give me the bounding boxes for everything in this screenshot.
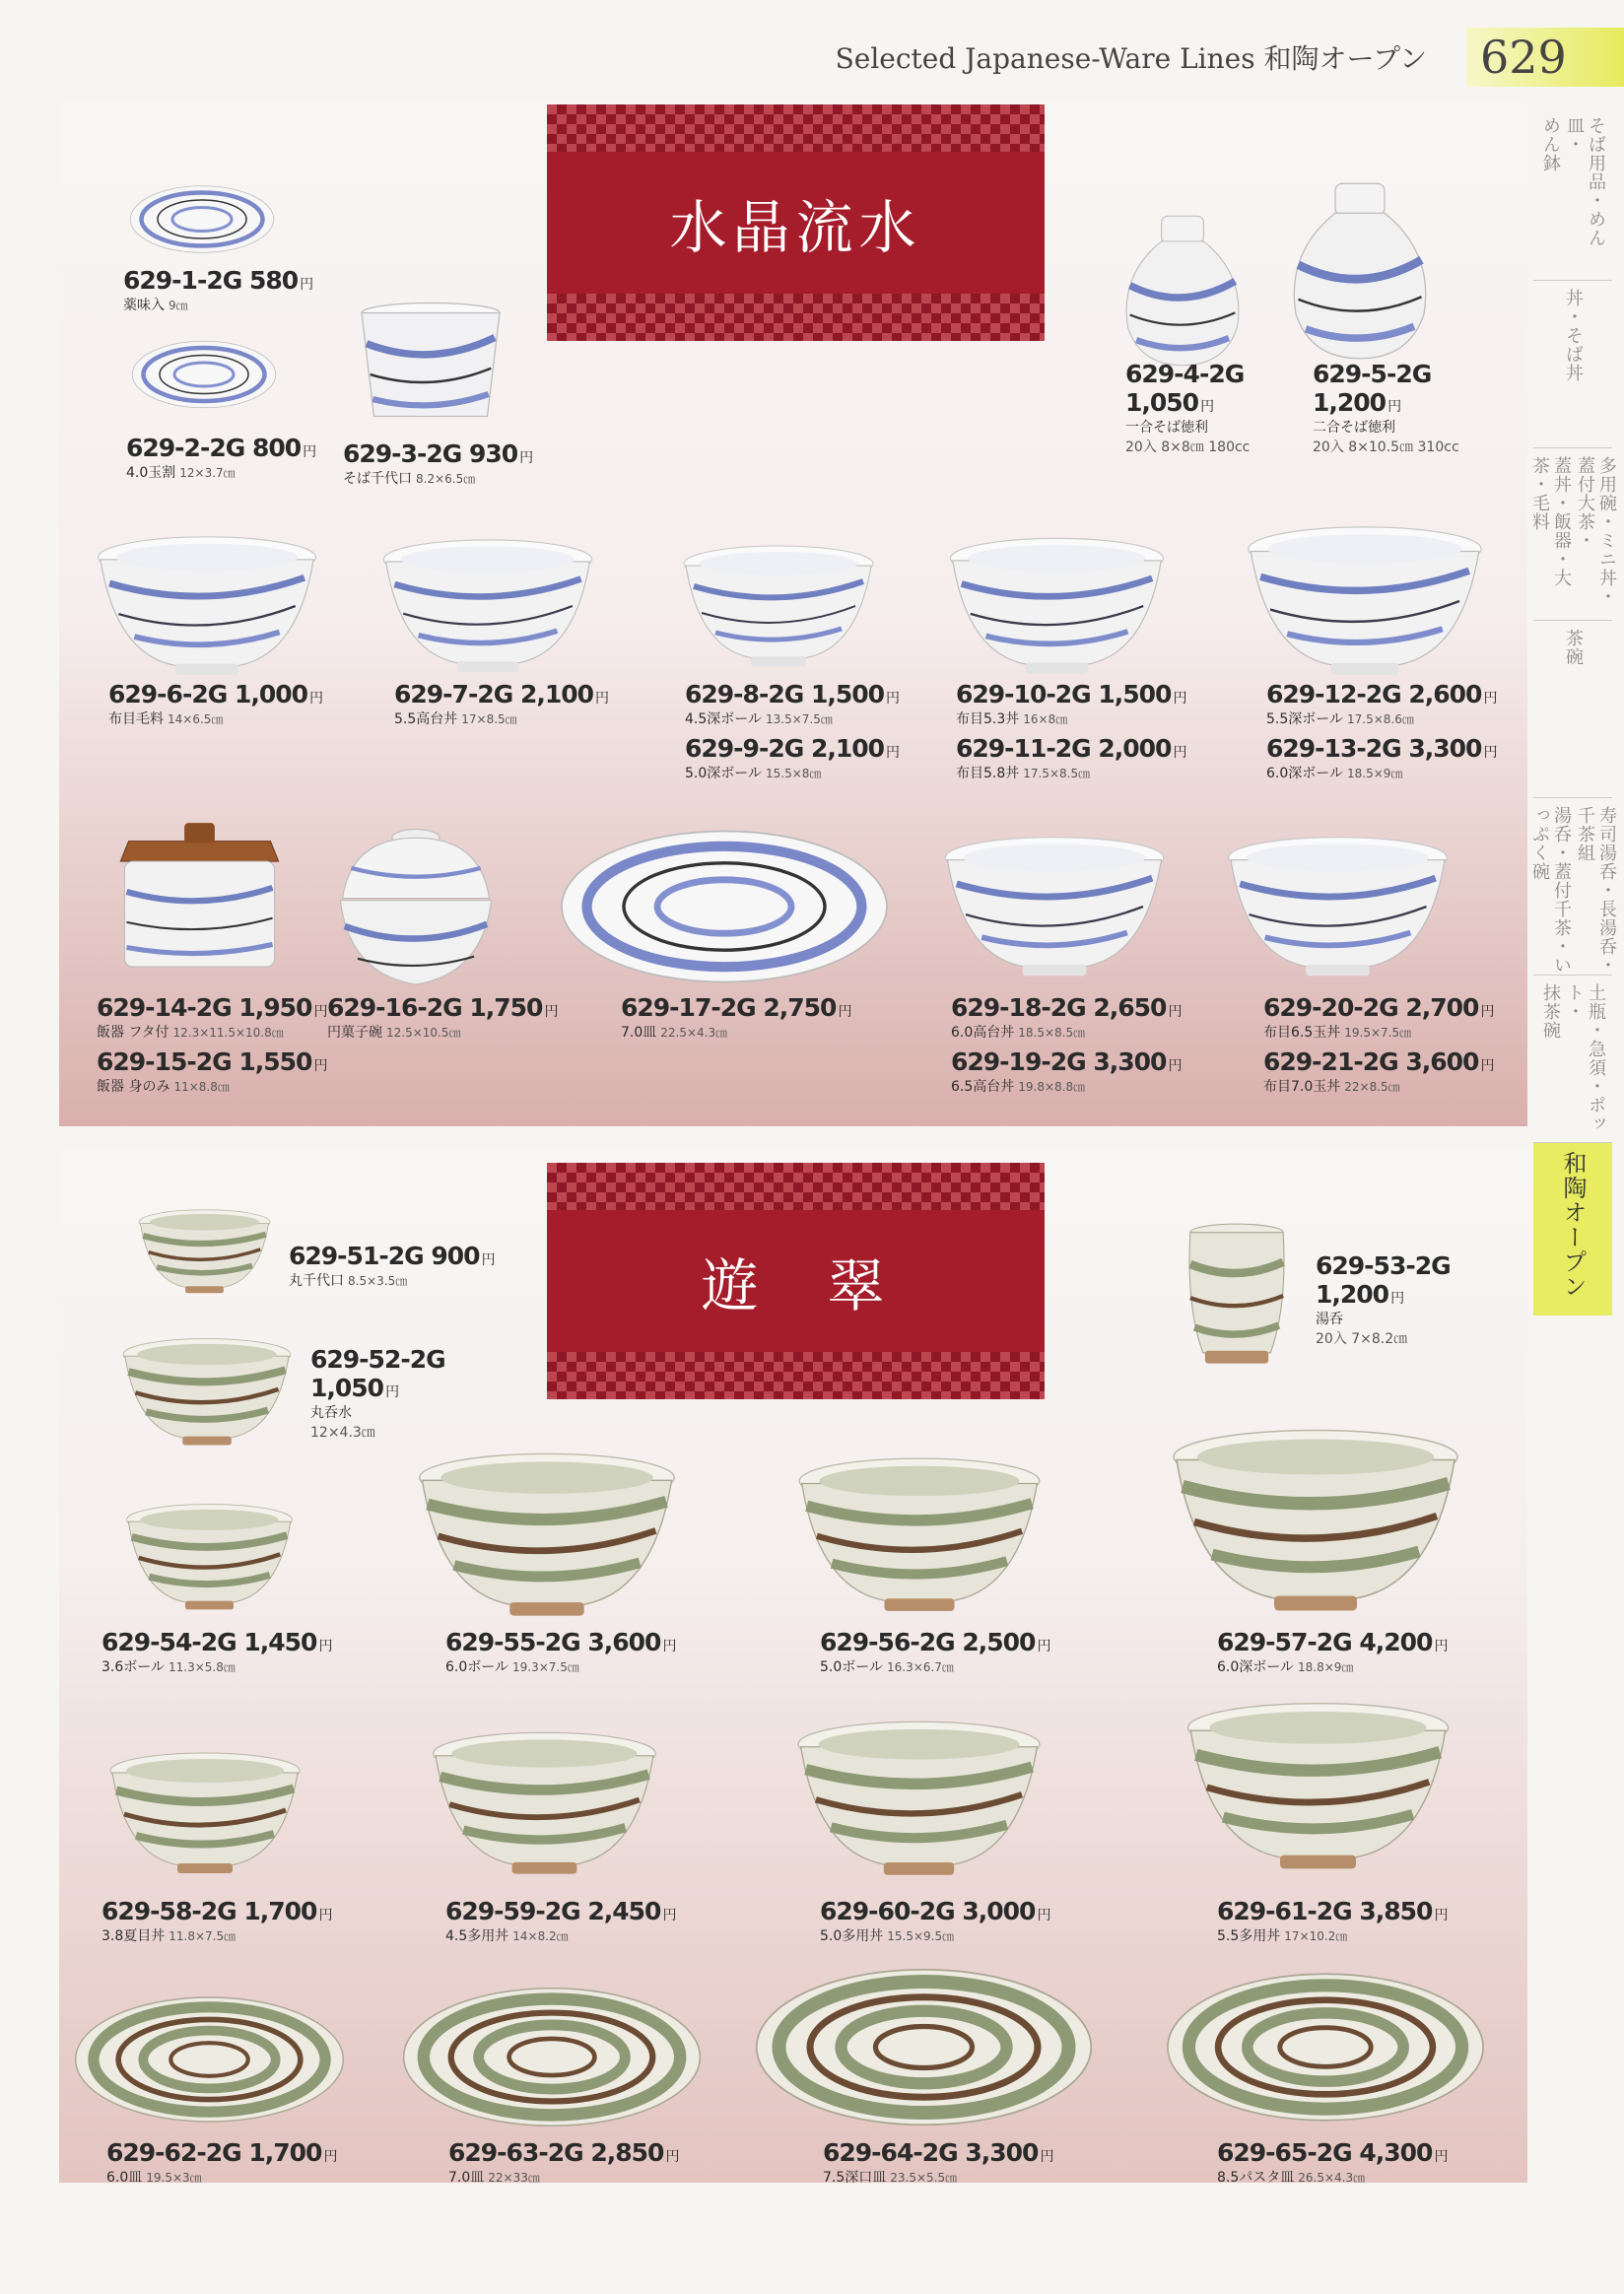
product-desc: 布目6.5玉丼 — [1263, 1025, 1341, 1041]
product-desc: 丸千代口 — [289, 1273, 344, 1289]
side-tab-wato-open[interactable] — [1533, 1143, 1612, 1316]
product-price: 3,300 — [1093, 1047, 1167, 1076]
product-size: 19.5×3㎝ — [146, 2171, 202, 2185]
product-price: 1,750 — [469, 993, 543, 1022]
product-price: 2,650 — [1093, 993, 1167, 1022]
product-image — [1183, 1680, 1454, 1892]
product-629-8[interactable] — [680, 532, 877, 680]
product-size: 22.5×4.3㎝ — [660, 1026, 728, 1040]
product-629-61[interactable] — [1183, 1680, 1454, 1892]
product-label — [289, 1242, 495, 1290]
product-image — [931, 833, 1178, 980]
product-629-7[interactable] — [379, 532, 596, 680]
product-price: 3,000 — [962, 1897, 1036, 1925]
product-629-18[interactable] — [931, 833, 1178, 980]
product-desc: そば千代口 — [343, 471, 412, 487]
product-image — [1242, 522, 1488, 680]
product-image — [404, 1449, 690, 1621]
product-label — [1316, 1251, 1451, 1348]
product-image — [133, 1207, 276, 1296]
product-code: 629-9-2G — [685, 734, 804, 763]
side-tab-donburi[interactable] — [1533, 281, 1612, 448]
product-size: 15.5×8㎝ — [766, 767, 822, 780]
yen-mark: 円 — [303, 444, 316, 460]
product-price: 1,050 — [1125, 388, 1199, 417]
product-spec: 20入 7×8.2㎝ — [1316, 1331, 1408, 1347]
product-629-60[interactable] — [793, 1700, 1045, 1897]
product-code: 629-19-2G — [951, 1047, 1086, 1076]
product-price: 3,300 — [965, 2138, 1039, 2167]
side-tab-dobin[interactable] — [1533, 976, 1612, 1143]
product-size: 12×3.7㎝ — [179, 466, 236, 480]
product-code: 629-52-2G — [310, 1345, 445, 1374]
yen-mark: 円 — [1434, 2149, 1448, 2165]
product-image — [793, 1700, 1045, 1897]
yen-mark: 円 — [1434, 1639, 1448, 1654]
product-image — [317, 823, 514, 995]
side-tab-label: そば用品・めん皿・ — [1564, 116, 1606, 247]
yen-mark: 円 — [519, 450, 533, 466]
product-code: 629-15-2G — [97, 1047, 232, 1076]
product-code: 629-11-2G — [956, 734, 1091, 763]
product-image — [106, 1734, 304, 1892]
yen-mark: 円 — [595, 691, 609, 707]
product-label — [108, 680, 322, 728]
product-629-65[interactable] — [1128, 1966, 1522, 2128]
product-image — [357, 301, 505, 424]
product-price: 2,100 — [519, 680, 594, 708]
yen-mark: 円 — [323, 2149, 337, 2165]
product-desc: 湯呑 — [1316, 1312, 1343, 1327]
product-price: 1,200 — [1316, 1280, 1389, 1309]
product-code: 629-61-2G — [1217, 1897, 1352, 1925]
product-code: 629-14-2G — [97, 993, 232, 1022]
product-price: 2,600 — [1408, 680, 1482, 708]
page-title: Selected Japanese-Ware Lines 和陶オープン — [835, 42, 1427, 75]
product-size: 17.5×8.5㎝ — [1023, 767, 1091, 780]
product-size: 13.5×7.5㎝ — [766, 712, 833, 726]
product-629-10[interactable] — [946, 532, 1168, 680]
side-tab-label: 和陶オープン — [1559, 1151, 1587, 1299]
product-size: 14×8.2㎝ — [512, 1929, 569, 1943]
product-price: 3,850 — [1359, 1897, 1433, 1925]
product-code: 629-4-2G — [1125, 360, 1245, 388]
product-price: 1,050 — [310, 1374, 384, 1402]
product-size: 26.5×4.3㎝ — [1298, 2171, 1366, 2185]
product-629-55[interactable] — [404, 1449, 690, 1621]
product-label — [310, 1345, 445, 1442]
product-629-5[interactable] — [1286, 172, 1434, 370]
product-code: 629-7-2G — [394, 680, 513, 708]
product-629-6[interactable] — [94, 532, 320, 680]
product-price: 2,700 — [1405, 993, 1479, 1022]
product-price: 1,500 — [1098, 680, 1172, 708]
product-code: 629-6-2G — [108, 680, 228, 708]
yen-mark: 円 — [662, 1908, 676, 1923]
product-629-2[interactable] — [130, 335, 278, 414]
product-price: 800 — [251, 434, 302, 462]
product-desc: 一合そば徳利 — [1125, 420, 1208, 436]
product-image — [1286, 172, 1434, 370]
product-size: 19.5×7.5㎝ — [1344, 1026, 1412, 1040]
product-size: 19.3×7.5㎝ — [512, 1660, 579, 1674]
product-price: 2,450 — [587, 1897, 661, 1925]
product-desc: 円菓子碗 — [327, 1025, 382, 1041]
product-image — [1168, 1422, 1463, 1619]
yen-mark: 円 — [309, 691, 323, 707]
product-desc: 飯器 身のみ — [97, 1079, 170, 1095]
product-code: 629-10-2G — [956, 680, 1091, 708]
product-label — [126, 434, 315, 482]
yen-mark: 円 — [838, 1004, 851, 1020]
product-629-4[interactable] — [1118, 212, 1247, 370]
yen-mark: 円 — [1480, 1004, 1494, 1020]
product-image — [946, 532, 1168, 680]
yen-mark: 円 — [1168, 1058, 1182, 1074]
side-tab-tayowan[interactable] — [1529, 448, 1617, 621]
product-spec: 20入 8×10.5㎝ 310cc — [1313, 439, 1459, 455]
product-629-64[interactable] — [739, 1961, 1109, 2133]
product-desc: 布目7.0玉丼 — [1263, 1079, 1341, 1095]
product-label — [97, 993, 326, 1096]
product-desc: 5.5高台丼 — [394, 711, 458, 727]
product-desc: 6.0深ボール — [1217, 1659, 1294, 1675]
product-code: 629-51-2G — [289, 1242, 424, 1270]
product-price: 1,500 — [810, 680, 885, 708]
side-tab-label: 多用碗・ミニ丼・蓋付大茶・ — [1575, 456, 1617, 606]
product-image — [123, 1493, 296, 1621]
product-size: 17×10.2㎝ — [1284, 1929, 1348, 1943]
product-size: 18.8×9㎝ — [1298, 1660, 1354, 1674]
product-629-51[interactable] — [133, 1207, 276, 1296]
product-image — [739, 1961, 1109, 2133]
side-tab-yunomi[interactable] — [1529, 798, 1617, 976]
product-desc: 5.5多用丼 — [1217, 1928, 1281, 1944]
product-desc: 5.0深ボール — [685, 766, 762, 781]
yen-mark: 円 — [1390, 1291, 1404, 1307]
product-code: 629-2-2G — [126, 434, 245, 462]
product-label — [123, 266, 312, 314]
yen-mark: 円 — [1387, 399, 1401, 415]
product-desc: 5.0多用丼 — [820, 1928, 884, 1944]
product-desc: 6.0高台丼 — [951, 1025, 1015, 1041]
product-code: 629-12-2G — [1266, 680, 1401, 708]
product-desc: 4.5深ボール — [685, 711, 762, 727]
product-size: 23.5×5.5㎝ — [890, 2171, 958, 2185]
product-desc: 布目5.8丼 — [956, 766, 1020, 781]
product-629-56[interactable] — [786, 1453, 1052, 1616]
product-code: 629-63-2G — [448, 2138, 583, 2167]
yen-mark: 円 — [313, 1058, 327, 1074]
product-price: 1,450 — [243, 1628, 317, 1656]
product-code: 629-16-2G — [327, 993, 462, 1022]
product-desc: 7.5深口皿 — [823, 2170, 887, 2186]
yen-mark: 円 — [385, 1384, 399, 1400]
yen-mark: 円 — [300, 277, 313, 293]
product-code: 629-62-2G — [106, 2138, 241, 2167]
yen-mark: 円 — [1200, 399, 1214, 415]
section-title: 水晶流水 — [669, 194, 922, 261]
product-code: 629-56-2G — [820, 1628, 955, 1656]
side-tab-label: 抹茶碗 — [1540, 983, 1561, 1040]
product-629-12[interactable] — [1242, 522, 1488, 680]
product-code: 629-17-2G — [621, 993, 756, 1022]
yen-mark: 円 — [886, 691, 900, 707]
product-size: 22×33㎝ — [488, 2171, 540, 2185]
product-code: 629-59-2G — [445, 1897, 580, 1925]
product-code: 629-21-2G — [1263, 1047, 1398, 1076]
product-size: 17×8.5㎝ — [461, 712, 517, 726]
product-629-16[interactable] — [317, 823, 514, 995]
product-size: 12.3×11.5×10.8㎝ — [172, 1026, 284, 1040]
product-size: 11×8.8㎝ — [173, 1080, 230, 1094]
yen-mark: 円 — [544, 1004, 558, 1020]
product-629-14[interactable] — [108, 808, 291, 976]
product-desc: 丸呑水 — [310, 1405, 352, 1421]
product-desc: 6.0ボール — [445, 1659, 508, 1675]
product-629-3[interactable] — [357, 301, 505, 424]
yen-mark: 円 — [886, 745, 900, 761]
product-price: 2,000 — [1098, 734, 1172, 763]
product-label — [685, 680, 899, 782]
product-desc: 7.0皿 — [448, 2170, 485, 2186]
side-tab-label: めん鉢 — [1540, 116, 1561, 172]
yen-mark: 円 — [1037, 1639, 1050, 1654]
product-size: 18.5×8.5㎝ — [1018, 1026, 1086, 1040]
yen-mark: 円 — [1173, 745, 1186, 761]
product-size: 12.5×10.5㎝ — [386, 1026, 461, 1040]
product-629-57[interactable] — [1168, 1422, 1463, 1619]
product-label — [1263, 993, 1493, 1096]
product-629-1[interactable] — [128, 182, 276, 256]
product-label — [1217, 1628, 1447, 1676]
product-code: 629-54-2G — [102, 1628, 237, 1656]
product-price: 900 — [431, 1242, 480, 1270]
product-image — [128, 182, 276, 256]
product-code: 629-57-2G — [1217, 1628, 1352, 1656]
side-tab-label: 蓋丼・飯器・大茶・毛料 — [1529, 456, 1572, 587]
product-label — [1266, 680, 1496, 782]
product-desc: 3.6ボール — [102, 1659, 165, 1675]
product-629-17[interactable] — [542, 823, 907, 990]
product-629-58[interactable] — [106, 1734, 304, 1892]
section-title-banner — [547, 1163, 1045, 1399]
product-label — [106, 2138, 336, 2187]
product-desc: 4.5多用丼 — [445, 1928, 509, 1944]
product-size: 16×8㎝ — [1023, 712, 1068, 726]
product-code: 629-65-2G — [1217, 2138, 1352, 2167]
product-desc: 4.0玉割 — [126, 465, 176, 481]
side-tab-label: 茶碗 — [1563, 629, 1584, 666]
product-price: 580 — [248, 266, 299, 295]
product-629-53[interactable] — [1183, 1222, 1291, 1370]
yen-mark: 円 — [1480, 1058, 1494, 1074]
product-image — [108, 808, 291, 976]
product-image — [1183, 1222, 1291, 1370]
yen-mark: 円 — [1483, 745, 1497, 761]
yen-mark: 円 — [1168, 1004, 1182, 1020]
product-size: 15.5×9.5㎝ — [887, 1929, 955, 1943]
product-label — [343, 439, 532, 488]
product-code: 629-13-2G — [1266, 734, 1401, 763]
product-code: 629-18-2G — [951, 993, 1086, 1022]
product-label — [327, 993, 557, 1042]
product-price: 1,000 — [234, 680, 308, 708]
product-629-52[interactable] — [103, 1335, 310, 1449]
product-label — [823, 2138, 1052, 2187]
product-code: 629-20-2G — [1263, 993, 1398, 1022]
product-629-59[interactable] — [429, 1715, 660, 1892]
product-size: 11.8×7.5㎝ — [169, 1929, 237, 1943]
product-label — [394, 680, 608, 728]
product-image — [379, 1981, 724, 2133]
product-desc: 5.5深ボール — [1266, 711, 1343, 727]
product-label — [1217, 1897, 1447, 1945]
product-629-62[interactable] — [59, 1990, 360, 2128]
yen-mark: 円 — [665, 2149, 679, 2165]
product-spec: 20入 8×8㎝ 180cc — [1125, 439, 1251, 455]
section-yusui — [59, 1148, 1527, 2186]
product-desc: 7.0皿 — [621, 1025, 657, 1041]
section-title: 遊 翠 — [701, 1252, 891, 1319]
product-code: 629-1-2G — [123, 266, 242, 295]
product-desc: 8.5パスタ皿 — [1217, 2170, 1295, 2186]
product-label — [1217, 2138, 1447, 2187]
product-image — [379, 532, 596, 680]
product-size: 16.3×6.7㎝ — [887, 1660, 954, 1674]
product-label — [445, 1628, 675, 1676]
product-image — [1212, 833, 1463, 980]
side-tab-soba[interactable] — [1533, 108, 1612, 281]
product-image — [94, 532, 320, 680]
yen-mark: 円 — [1173, 691, 1186, 707]
product-desc: 布目5.3丼 — [956, 711, 1020, 727]
product-code: 629-55-2G — [445, 1628, 580, 1656]
product-price: 3,600 — [1405, 1047, 1479, 1076]
product-label — [445, 1897, 675, 1945]
side-tab-label: 寿司湯呑・長湯呑・千茶組 — [1575, 806, 1617, 975]
product-desc: 二合そば徳利 — [1313, 420, 1395, 436]
product-desc: 6.0深ボール — [1266, 766, 1343, 781]
product-size: 17.5×8.6㎝ — [1347, 712, 1414, 726]
product-image — [1118, 212, 1247, 370]
product-code: 629-60-2G — [820, 1897, 955, 1925]
product-image — [542, 823, 907, 990]
product-price: 1,700 — [248, 2138, 322, 2167]
product-desc: 布目毛料 — [108, 711, 164, 727]
product-label — [448, 2138, 678, 2187]
product-size: 8.5×3.5㎝ — [348, 1274, 408, 1288]
product-price: 1,700 — [243, 1897, 317, 1925]
product-price: 2,100 — [810, 734, 885, 763]
yen-mark: 円 — [662, 1639, 676, 1654]
product-desc: 5.0ボール — [820, 1659, 883, 1675]
yen-mark: 円 — [318, 1908, 332, 1923]
product-image — [130, 335, 278, 414]
product-label — [621, 993, 850, 1042]
yen-mark: 円 — [1037, 1908, 1050, 1923]
product-label — [1313, 360, 1459, 456]
side-tab-chawan[interactable] — [1533, 621, 1612, 798]
product-price: 4,300 — [1359, 2138, 1433, 2167]
product-629-54[interactable] — [123, 1493, 296, 1621]
page-header — [835, 28, 1624, 97]
product-image — [59, 1990, 360, 2128]
yen-mark: 円 — [313, 1004, 327, 1020]
product-price: 930 — [468, 439, 518, 468]
product-price: 3,600 — [587, 1628, 661, 1656]
product-size: 8.2×6.5㎝ — [416, 472, 476, 486]
product-price: 1,550 — [238, 1047, 312, 1076]
product-size: 14×6.5㎝ — [168, 712, 224, 726]
product-price: 1,950 — [238, 993, 312, 1022]
product-desc: 6.5高台丼 — [951, 1079, 1015, 1095]
product-desc: 薬味入 — [123, 298, 165, 313]
yen-mark: 円 — [481, 1252, 495, 1268]
side-tab-label: 土瓶・急須・ポット・ — [1564, 983, 1606, 1133]
product-code: 629-53-2G — [1316, 1251, 1451, 1280]
product-image — [680, 532, 877, 680]
yen-mark: 円 — [318, 1639, 332, 1654]
product-image — [429, 1715, 660, 1892]
product-image — [1128, 1966, 1522, 2128]
product-price: 2,750 — [763, 993, 837, 1022]
product-label — [102, 1628, 331, 1676]
product-629-20[interactable] — [1212, 833, 1463, 980]
product-price: 3,300 — [1408, 734, 1482, 763]
product-label — [1125, 360, 1250, 456]
product-label — [820, 1628, 1049, 1676]
product-desc: 6.0皿 — [106, 2170, 143, 2186]
product-price: 2,500 — [962, 1628, 1036, 1656]
yen-mark: 円 — [1434, 1908, 1448, 1923]
product-price: 4,200 — [1359, 1628, 1433, 1656]
page-number: 629 — [1466, 28, 1624, 87]
product-629-63[interactable] — [379, 1981, 724, 2133]
product-price: 1,200 — [1313, 388, 1387, 417]
section-suisho-ryusui — [59, 99, 1527, 1126]
yen-mark: 円 — [1040, 2149, 1053, 2165]
product-size: 9㎝ — [169, 299, 188, 312]
product-desc: 3.8夏目丼 — [102, 1928, 166, 1944]
side-tab-label: 丼・そば丼 — [1563, 289, 1584, 382]
product-image — [103, 1335, 310, 1449]
product-code: 629-5-2G — [1313, 360, 1432, 388]
product-size: 18.5×9㎝ — [1347, 767, 1403, 780]
product-image — [786, 1453, 1052, 1616]
yen-mark: 円 — [1483, 691, 1497, 707]
product-price: 2,850 — [590, 2138, 664, 2167]
section-title-banner — [547, 104, 1045, 341]
product-label — [820, 1897, 1049, 1945]
product-code: 629-64-2G — [823, 2138, 958, 2167]
product-desc: 飯器 フタ付 — [97, 1025, 169, 1041]
product-label — [102, 1897, 331, 1945]
product-code: 629-8-2G — [685, 680, 804, 708]
product-size: 22×8.5㎝ — [1344, 1080, 1400, 1094]
product-label — [951, 993, 1181, 1096]
product-spec: 12×4.3㎝ — [310, 1425, 375, 1441]
product-label — [956, 680, 1185, 782]
product-size: 11.3×5.8㎝ — [169, 1660, 236, 1674]
product-code: 629-3-2G — [343, 439, 462, 468]
side-tab-label: 湯呑・蓋付千茶・いっぷく碗 — [1529, 806, 1572, 975]
product-size: 19.8×8.8㎝ — [1018, 1080, 1086, 1094]
product-code: 629-58-2G — [102, 1897, 237, 1925]
